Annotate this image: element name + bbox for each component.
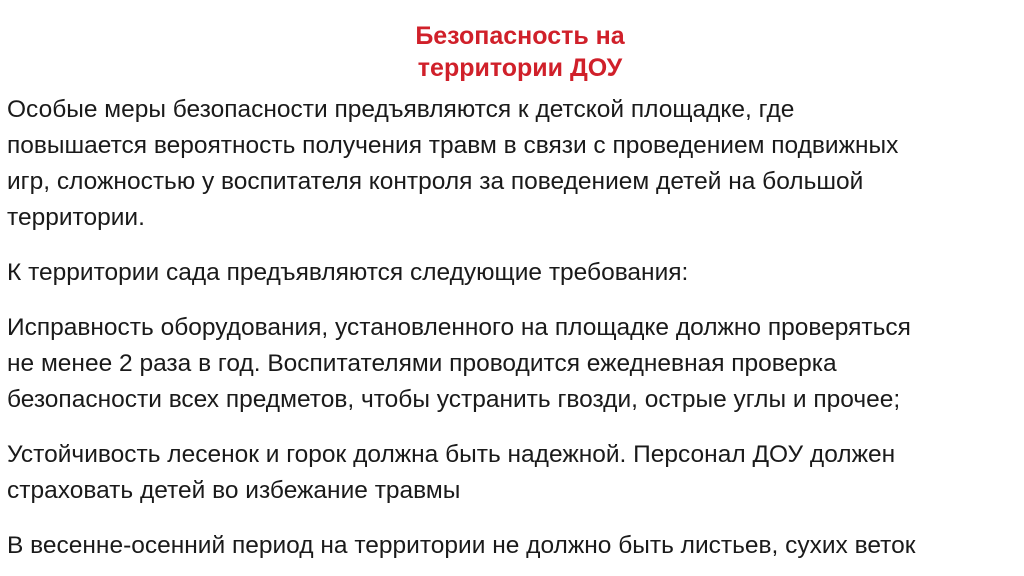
text-line: территории. (7, 204, 145, 231)
paragraph-intro (7, 92, 1024, 236)
text-line: повышается вероятность получения травм в связи с проведением подвижных (7, 132, 899, 159)
text-line: страховать детей во избежание травмы (7, 477, 461, 504)
title-line-2: территории ДОУ (417, 54, 623, 82)
paragraph-seasonal (7, 528, 1024, 564)
slide-title (0, 20, 1024, 84)
text-line: Устойчивость лесенок и горок должна быть надежной. Персонал ДОУ должен (7, 441, 896, 468)
text-line: безопасности всех предметов, чтобы устранить гвозди, острые углы и прочее; (7, 386, 901, 413)
paragraph-requirements-heading (7, 255, 1024, 291)
text-line: Особые меры безопасности предъявляются к детской площадке, где (7, 96, 795, 123)
text-line: игр, сложностью у воспитателя контроля за поведением детей на большой (7, 168, 864, 195)
text-line: К территории сада предъявляются следующие требования: (7, 259, 689, 286)
slide-body (7, 92, 1024, 576)
paragraph-stability (7, 437, 1024, 509)
paragraph-equipment (7, 310, 1024, 418)
text-line: Исправность оборудования, установленного на площадке должно проверяться (7, 314, 911, 341)
text-line: не менее 2 раза в год. Воспитателями проводится ежедневная проверка (7, 350, 837, 377)
text-line: В весенне-осенний период на территории не должно быть листьев, сухих веток (7, 532, 916, 559)
title-line-1: Безопасность на (415, 22, 625, 50)
